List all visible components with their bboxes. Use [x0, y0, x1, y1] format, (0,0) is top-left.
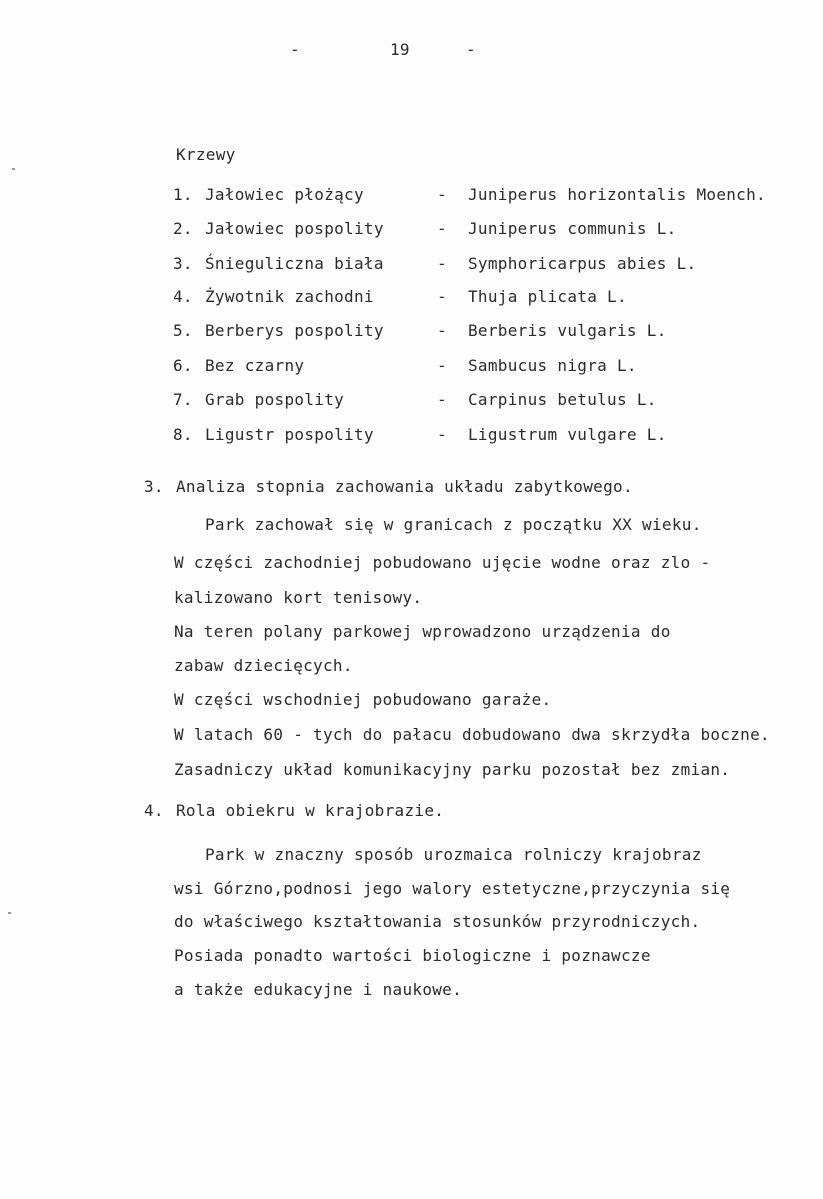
shrub-dash: -: [437, 254, 447, 273]
shrub-item: [0, 219, 823, 239]
shrub-latin-name: Sambucus nigra L.: [468, 356, 637, 375]
shrub-polish-name: Ligustr pospolity: [205, 425, 374, 444]
shrub-dash: -: [437, 219, 447, 238]
paragraph-line: zabaw dziecięcych.: [174, 656, 353, 675]
paragraph-line: do właściwego kształtowania stosunków przyrodniczych.: [174, 912, 701, 931]
paragraph-line: Park w znaczny sposób urozmaica rolniczy krajobraz: [205, 845, 702, 864]
section-number: 3.: [144, 477, 164, 496]
paragraph-line: W części zachodniej pobudowano ujęcie wodne oraz zlo -: [174, 553, 711, 572]
paragraph-line: Zasadniczy układ komunikacyjny parku pozostał bez zmian.: [174, 760, 731, 779]
shrub-polish-name: Jałowiec płożący: [205, 185, 364, 204]
shrub-dash: -: [437, 321, 447, 340]
shrub-dash: -: [437, 390, 447, 409]
shrub-item: [0, 287, 823, 307]
shrub-polish-name: Jałowiec pospolity: [205, 219, 384, 238]
shrub-number: 4.: [173, 287, 193, 306]
margin-mark: [8, 912, 11, 914]
shrub-polish-name: Śnieguliczna biała: [205, 254, 384, 273]
section-title: Rola obiekru w krajobrazie.: [176, 801, 445, 820]
shrub-latin-name: Juniperus horizontalis Moench.: [468, 185, 766, 204]
shrub-number: 8.: [173, 425, 193, 444]
paragraph-line: Park zachował się w granicach z początku XX wieku.: [205, 515, 702, 534]
shrub-dash: -: [437, 287, 447, 306]
shrub-dash: -: [437, 356, 447, 375]
shrub-latin-name: Thuja plicata L.: [468, 287, 627, 306]
paragraph-line: kalizowano kort tenisowy.: [174, 588, 423, 607]
shrub-number: 3.: [173, 254, 193, 273]
paragraph-line: a także edukacyjne i naukowe.: [174, 980, 463, 999]
paragraph-line: Posiada ponadto wartości biologiczne i poznawcze: [174, 946, 651, 965]
shrub-latin-name: Juniperus communis L.: [468, 219, 677, 238]
section-number: 4.: [144, 801, 164, 820]
paragraph-line: W części wschodniej pobudowano garaże.: [174, 690, 552, 709]
shrub-latin-name: Ligustrum vulgare L.: [468, 425, 667, 444]
shrub-number: 6.: [173, 356, 193, 375]
paragraph-line: wsi Górzno,podnosi jego walory estetyczne,przyczynia się: [174, 879, 731, 898]
shrub-polish-name: Berberys pospolity: [205, 321, 384, 340]
shrub-item: [0, 425, 823, 445]
shrub-item: [0, 356, 823, 376]
shrub-polish-name: Grab pospolity: [205, 390, 345, 409]
shrub-item: [0, 321, 823, 341]
section-title: Analiza stopnia zachowania układu zabytkowego.: [176, 477, 633, 496]
shrub-latin-name: Symphoricarpus abies L.: [468, 254, 697, 273]
shrub-item: [0, 185, 823, 205]
shrub-latin-name: Berberis vulgaris L.: [468, 321, 667, 340]
shrub-dash: -: [437, 425, 447, 444]
shrub-number: 1.: [173, 185, 193, 204]
header-dash-right: -: [466, 40, 476, 59]
shrub-number: 2.: [173, 219, 193, 238]
shrub-polish-name: Bez czarny: [205, 356, 305, 375]
shrub-number: 5.: [173, 321, 193, 340]
shrub-item: [0, 390, 823, 410]
shrub-item: [0, 254, 823, 274]
margin-mark: [12, 168, 15, 170]
header-dash-left: -: [290, 40, 300, 59]
shrub-polish-name: Żywotnik zachodni: [205, 287, 374, 306]
shrub-latin-name: Carpinus betulus L.: [468, 390, 657, 409]
shrub-number: 7.: [173, 390, 193, 409]
shrub-dash: -: [437, 185, 447, 204]
paragraph-line: W latach 60 - tych do pałacu dobudowano dwa skrzydła boczne.: [174, 725, 770, 744]
page-number: 19: [390, 40, 410, 59]
shrubs-heading: Krzewy: [176, 145, 236, 164]
paragraph-line: Na teren polany parkowej wprowadzono urządzenia do: [174, 622, 671, 641]
